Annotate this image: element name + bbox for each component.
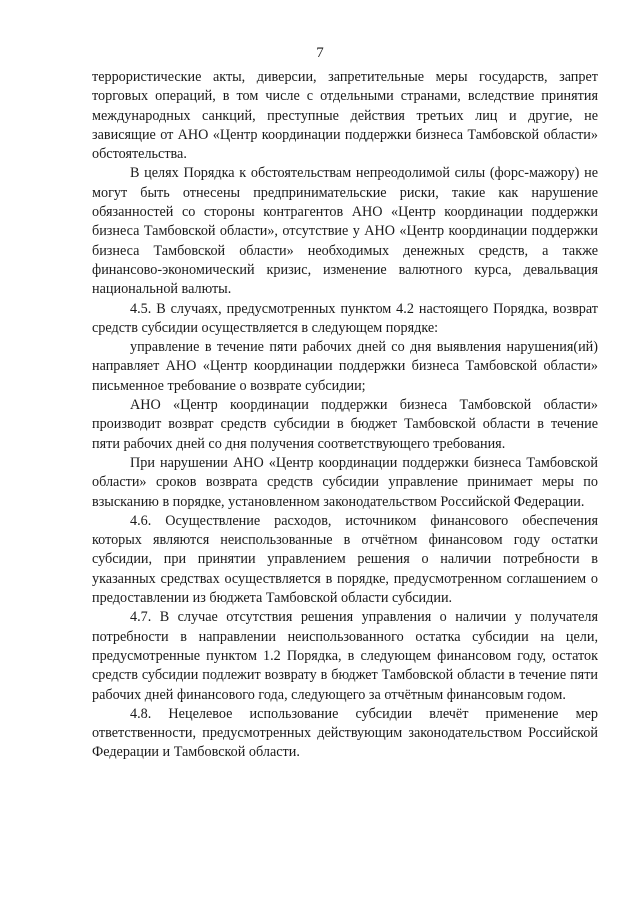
page-number: 7 — [316, 45, 324, 61]
paragraph-4-6: 4.6. Осуществление расходов, источником финансового обеспечения которых являются неиспользованные в отчётном финансовом году остатки субсидии, при принятии управлением решения о наличии потребности в указанных средствах осуществляется в порядке, предусмотренном соглашением о предоставлении из бюджета Тамбовской области субсидии. — [92, 512, 598, 607]
paragraph-4-5-step-1: управление в течение пяти рабочих дней со дня выявления нарушения(ий) направляет АНО «Центр координации поддержки бизнеса Тамбовской области» письменное требование о возврате субсидии; — [92, 339, 598, 394]
paragraph-4-7: 4.7. В случае отсутствия решения управления о наличии у получателя потребности в направлении неиспользованного остатка субсидии на цели, предусмотренные пунктом 1.2 Порядка, в следующем финансовом году, остаток средств субсидии подлежит возврату в бюджет Тамбовской области в течение пяти рабочих дней финансового года, следующего за отчётным финансовым годом. — [92, 609, 598, 703]
paragraph-4-5: 4.5. В случаях, предусмотренных пунктом 4.2 настоящего Порядка, возврат средств субсидии осуществляется в следующем порядке: — [92, 300, 598, 336]
paragraph-4-5-violation: При нарушении АНО «Центр координации поддержки бизнеса Тамбовской области» сроков возврата средств субсидии управление принимает меры по взысканию в порядке, установленном законодательством Российской Федерации. — [92, 454, 598, 510]
paragraph-4-8: 4.8. Нецелевое использование субсидии влечёт применение мер ответственности, предусмотренных действующим законодательством Российской Федерации и Тамбовской области. — [92, 705, 598, 761]
paragraph-4-5-step-2: АНО «Центр координации поддержки бизнеса Тамбовской области» производит возврат средств субсидии в бюджет Тамбовской области в течение пяти рабочих дней со дня получения соответствующего требования. — [92, 397, 598, 452]
paragraph-force-majeure-exclusions: В целях Порядка к обстоятельствам непреодолимой силы (форс-мажору) не могут быть отнесены предпринимательские риски, такие как нарушение обязанностей со стороны контрагентов АНО «Центр координации поддержки бизнеса Тамбовской области», отсутствие у АНО «Центр координации поддержки бизнеса Тамбовской области» необходимых денежных средств, а также финансово-экономический кризис, изменение валютного курса, девальвация национальной валюты. — [92, 165, 598, 298]
paragraph-force-majeure-list: террористические акты, диверсии, запретительные меры государств, запрет торговых операций, в том числе с отдельными странами, вследствие принятия международных санкций, преступные действия третьих лиц и другие, не зависящие от АНО «Центр координации поддержки бизнеса Тамбовской области» обстоятельства. — [92, 69, 598, 163]
document-body — [92, 68, 598, 763]
